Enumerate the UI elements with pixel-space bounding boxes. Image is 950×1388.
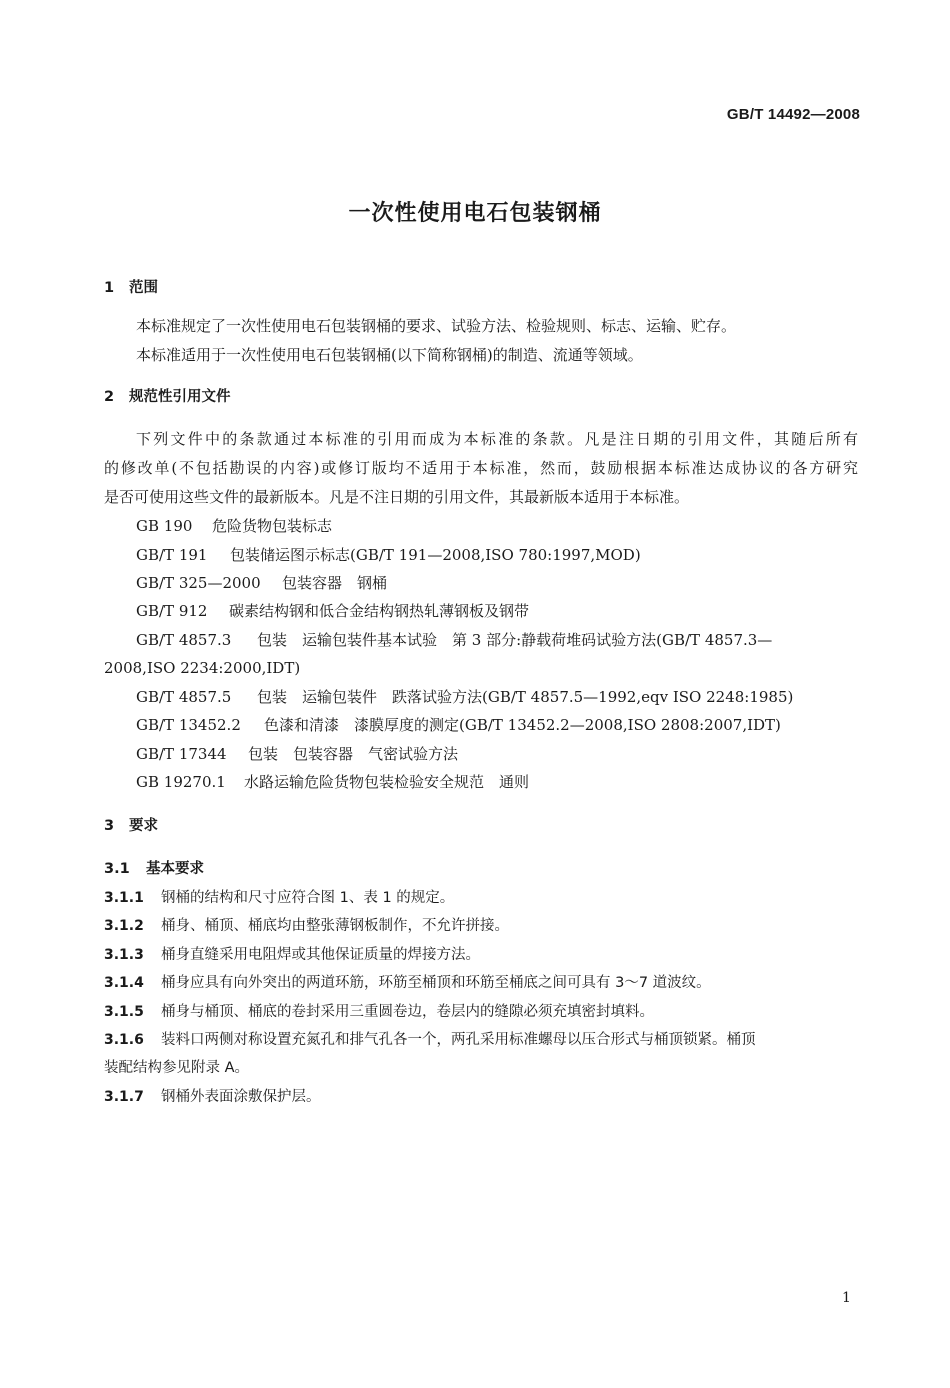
reference-item [136,716,781,734]
reference-code: GB/T 4857.3 [136,631,232,649]
clause-number: 3.1.5 [104,1004,144,1020]
section-3-heading [104,817,158,835]
reference-code: GB/T 912 [136,602,208,620]
subsection-number: 3.1 [104,861,130,877]
clause-3-1-4 [104,973,711,992]
reference-title: 色漆和清漆 漆膜厚度的测定(GB/T 13452.2—2008,ISO 2808:2007,IDT) [264,716,781,734]
reference-item [136,631,772,649]
reference-title: 包装 运输包装件 跌落试验方法(GB/T 4857.5—1992,eqv ISO 2248:1985) [257,688,794,706]
clause-number: 3.1.2 [104,918,144,934]
references-intro-line-1: 下列文件中的条款通过本标准的引用而成为本标准的条款。凡是注日期的引用文件，其随后所有 [136,430,858,448]
standard-number: GB/T 14492—2008 [726,106,860,123]
reference-title: 包装容器 钢桶 [282,574,388,592]
reference-title: 包装储运图示标志(GB/T 191—2008,ISO 780:1997,MOD) [230,546,641,564]
section-title: 要求 [129,818,158,834]
clause-3-1-3 [104,945,480,964]
page-number: 1 [842,1290,851,1306]
clause-text: 钢桶外表面涂敷保护层。 [161,1089,321,1105]
section-number: 3 [104,818,115,834]
clause-3-1-7 [104,1087,321,1106]
reference-title: 碳素结构钢和低合金结构钢热轧薄钢板及钢带 [229,602,530,620]
clause-text: 桶身直缝采用电阻焊或其他保证质量的焊接方法。 [161,947,480,963]
reference-title: 水路运输危险货物包装检验安全规范 通则 [244,773,530,791]
scope-paragraph-2: 本标准适用于一次性使用电石包装钢桶(以下简称钢桶)的制造、流通等领域。 [136,346,643,364]
clause-text: 装配结构参见附录 A。 [104,1060,250,1076]
clause-number: 3.1.3 [104,947,144,963]
clause-number: 3.1.4 [104,975,144,991]
references-intro-line-3: 是否可使用这些文件的最新版本。凡是不注日期的引用文件，其最新版本适用于本标准。 [104,488,690,506]
clause-text: 桶身应具有向外突出的两道环筋，环筋至桶顶和环筋至桶底之间可具有 3～7 道波纹。 [161,975,711,991]
reference-item [136,773,529,791]
clause-3-1-6 [104,1030,756,1049]
reference-code: GB/T 325—2000 [136,574,261,592]
clause-3-1-5 [104,1002,654,1021]
clause-number: 3.1.6 [104,1032,144,1048]
subsection-3-1-heading [104,860,204,878]
clause-number: 3.1.1 [104,890,144,906]
section-number: 1 [104,280,115,296]
reference-code: GB 19270.1 [136,773,226,791]
clause-text: 钢桶的结构和尺寸应符合图 1、表 1 的规定。 [161,890,455,906]
clause-text: 装料口两侧对称设置充氮孔和排气孔各一个，两孔采用标准螺母以压合形式与桶顶锁紧。桶顶 [161,1032,756,1048]
clause-text: 桶身与桶顶、桶底的卷封采用三重圆卷边，卷层内的缝隙必须充填密封填料。 [161,1004,654,1020]
reference-title: 危险货物包装标志 [212,517,333,535]
reference-item [136,602,529,620]
reference-item [136,688,793,706]
reference-code: GB/T 191 [136,546,208,564]
reference-code: GB 190 [136,517,193,535]
reference-title: 包装 包装容器 气密试验方法 [248,745,459,763]
subsection-title: 基本要求 [146,861,204,877]
reference-code: GB/T 13452.2 [136,716,241,734]
reference-item [136,745,458,763]
reference-continuation: 2008,ISO 2234:2000,IDT) [104,659,301,677]
section-title: 规范性引用文件 [129,389,231,405]
reference-item [136,517,332,535]
references-intro-line-2: 的修改单(不包括勘误的内容)或修订版均不适用于本标准，然而，鼓励根据本标准达成协议的各方研究 [104,459,858,477]
section-2-heading [104,388,231,406]
clause-continuation [104,1058,249,1077]
document-title: 一次性使用电石包装钢桶 [348,201,602,226]
clause-3-1-2 [104,916,509,935]
reference-item [136,546,641,564]
clause-text: 桶身、桶顶、桶底均由整张薄钢板制作，不允许拼接。 [161,918,509,934]
reference-code: GB/T 17344 [136,745,227,763]
section-title: 范围 [129,280,158,296]
clause-3-1-1 [104,888,454,907]
section-1-heading [104,279,158,297]
reference-code: GB/T 4857.5 [136,688,232,706]
scope-paragraph-1: 本标准规定了一次性使用电石包装钢桶的要求、试验方法、检验规则、标志、运输、贮存。 [136,317,737,335]
section-number: 2 [104,389,115,405]
reference-title: 包装 运输包装件基本试验 第 3 部分:静载荷堆码试验方法(GB/T 4857.3— [257,631,773,649]
reference-item [136,574,387,592]
clause-number: 3.1.7 [104,1089,144,1105]
